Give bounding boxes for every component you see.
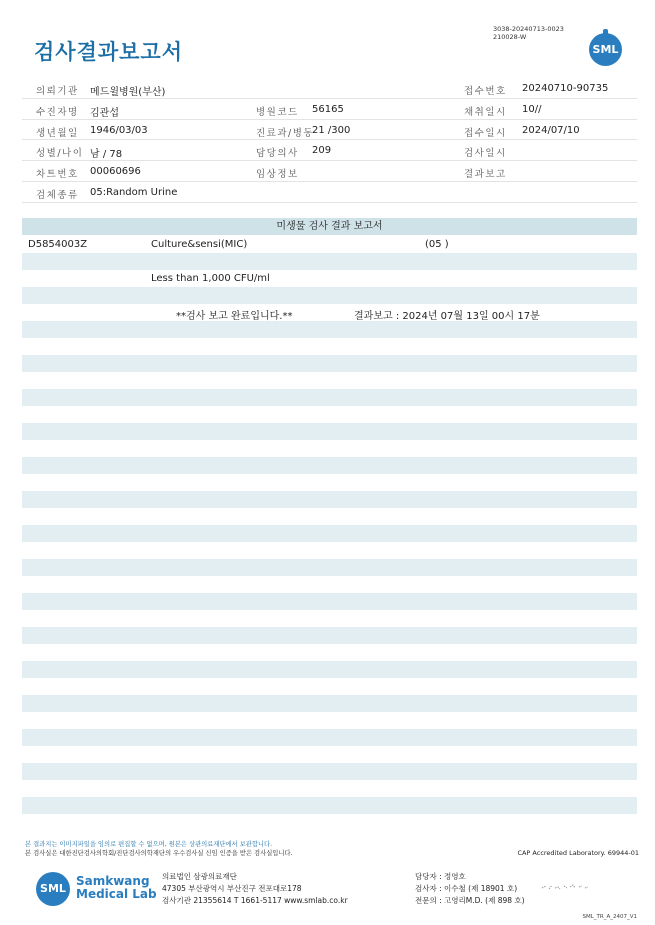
result-stripe: [22, 253, 637, 270]
info-label: 결과보고: [464, 169, 507, 181]
info-value: 김관섭: [90, 107, 119, 119]
info-row: [22, 78, 637, 99]
info-value: 메드윌병원(부산): [90, 87, 166, 98]
info-label: 접수번호: [464, 86, 507, 97]
cap-accreditation: CAP Accredited Laboratory. 69944-01: [517, 849, 639, 857]
info-value: 2024/07/10: [522, 124, 580, 136]
result-stripe: [22, 627, 637, 644]
result-stripe: [22, 661, 637, 678]
info-row: [22, 120, 637, 141]
result-stripe: [22, 457, 637, 474]
info-label: 임상정보: [256, 169, 299, 181]
info-value: 1946/03/03: [90, 124, 148, 136]
info-label: 담당의사: [256, 148, 299, 160]
info-label: 채취일시: [464, 106, 507, 118]
patient-info-table: [22, 78, 637, 203]
info-value: 209: [312, 145, 332, 157]
info-value: 56165: [312, 103, 344, 115]
info-value: 21 /300: [312, 124, 351, 136]
info-row: [22, 161, 637, 182]
sml-logo-icon: SML: [589, 33, 622, 66]
info-value: 남 / 78: [90, 149, 123, 161]
result-stripe: [22, 389, 637, 406]
report-title: 검사결과보고서: [34, 40, 184, 64]
info-label: 수진자명: [36, 106, 79, 118]
accreditation-notice: 본 검사실은 대한진단검사의학회/진단검사의학재단의 우수검사실 신임 인증을 받은 검사실입니다.: [25, 850, 293, 857]
result-stripe: [22, 321, 637, 338]
result-stripe: [22, 593, 637, 610]
info-label: 접수일시: [464, 127, 507, 139]
test-code: D5854003Z: [28, 239, 88, 250]
sml-logo-icon: SML: [36, 872, 70, 906]
result-stripe: [22, 559, 637, 576]
report-complete-message: **검사 보고 완료입니다.**: [176, 311, 293, 322]
result-stripe: [22, 695, 637, 712]
signers: 담당자 : 정영호 검사자 : 이수철 (제 18901 호) 전문의 : 고영리M.D. (제 898 호): [415, 872, 525, 905]
result-stripe: [22, 287, 637, 304]
culture-finding: Less than 1,000 CFU/ml: [151, 273, 270, 284]
info-row: [22, 182, 637, 203]
info-value: 10//: [522, 103, 542, 115]
result-stripe: [22, 491, 637, 508]
result-stripe: [22, 797, 637, 814]
test-name: Culture&sensi(MIC): [151, 239, 248, 250]
info-label: 생년월일: [36, 127, 79, 139]
result-stripe: [22, 763, 637, 780]
info-value: 20240710-90735: [522, 83, 609, 94]
info-row: [22, 140, 637, 161]
lab-name: Samkwang Medical Lab: [76, 874, 157, 901]
result-section-header: 미생물 검사 결과 보고서: [22, 218, 637, 235]
info-label: 검사일시: [464, 148, 507, 160]
info-label: 의뢰기관: [36, 86, 79, 97]
signature-scribble: [540, 880, 590, 894]
info-row: [22, 99, 637, 120]
info-value: 05:Random Urine: [90, 186, 178, 198]
image-notice: 본 결과지는 이미지파일을 임의로 편집할 수 없으며, 원본은 상관의료재단에서 보관합니다.: [25, 841, 273, 848]
result-stripe: [22, 423, 637, 440]
info-label: 진료과/병동: [256, 127, 315, 139]
footer-notes: [25, 840, 293, 858]
lab-address: 의료법인 삼광의료재단 47305 부산광역시 부산진구 전포대로178 검사기관 21355614 T 1661-5117 www.smlab.co.kr: [162, 872, 348, 905]
info-label: 차트번호: [36, 169, 79, 181]
form-code: SML_TR_A_2407_V1: [582, 914, 637, 920]
result-stripe: [22, 525, 637, 542]
document-number: 3038-20240713-0023 210028-W: [493, 25, 564, 41]
info-label: 병원코드: [256, 106, 299, 118]
result-stripe: [22, 729, 637, 746]
test-suffix: (05 ): [425, 239, 449, 250]
result-stripe: [22, 355, 637, 372]
info-label: 검체종류: [36, 189, 79, 201]
info-label: 성별/나이: [36, 148, 84, 160]
report-timestamp: 결과보고 : 2024년 07월 13일 00시 17분: [354, 311, 540, 322]
info-value: 00060696: [90, 166, 141, 178]
